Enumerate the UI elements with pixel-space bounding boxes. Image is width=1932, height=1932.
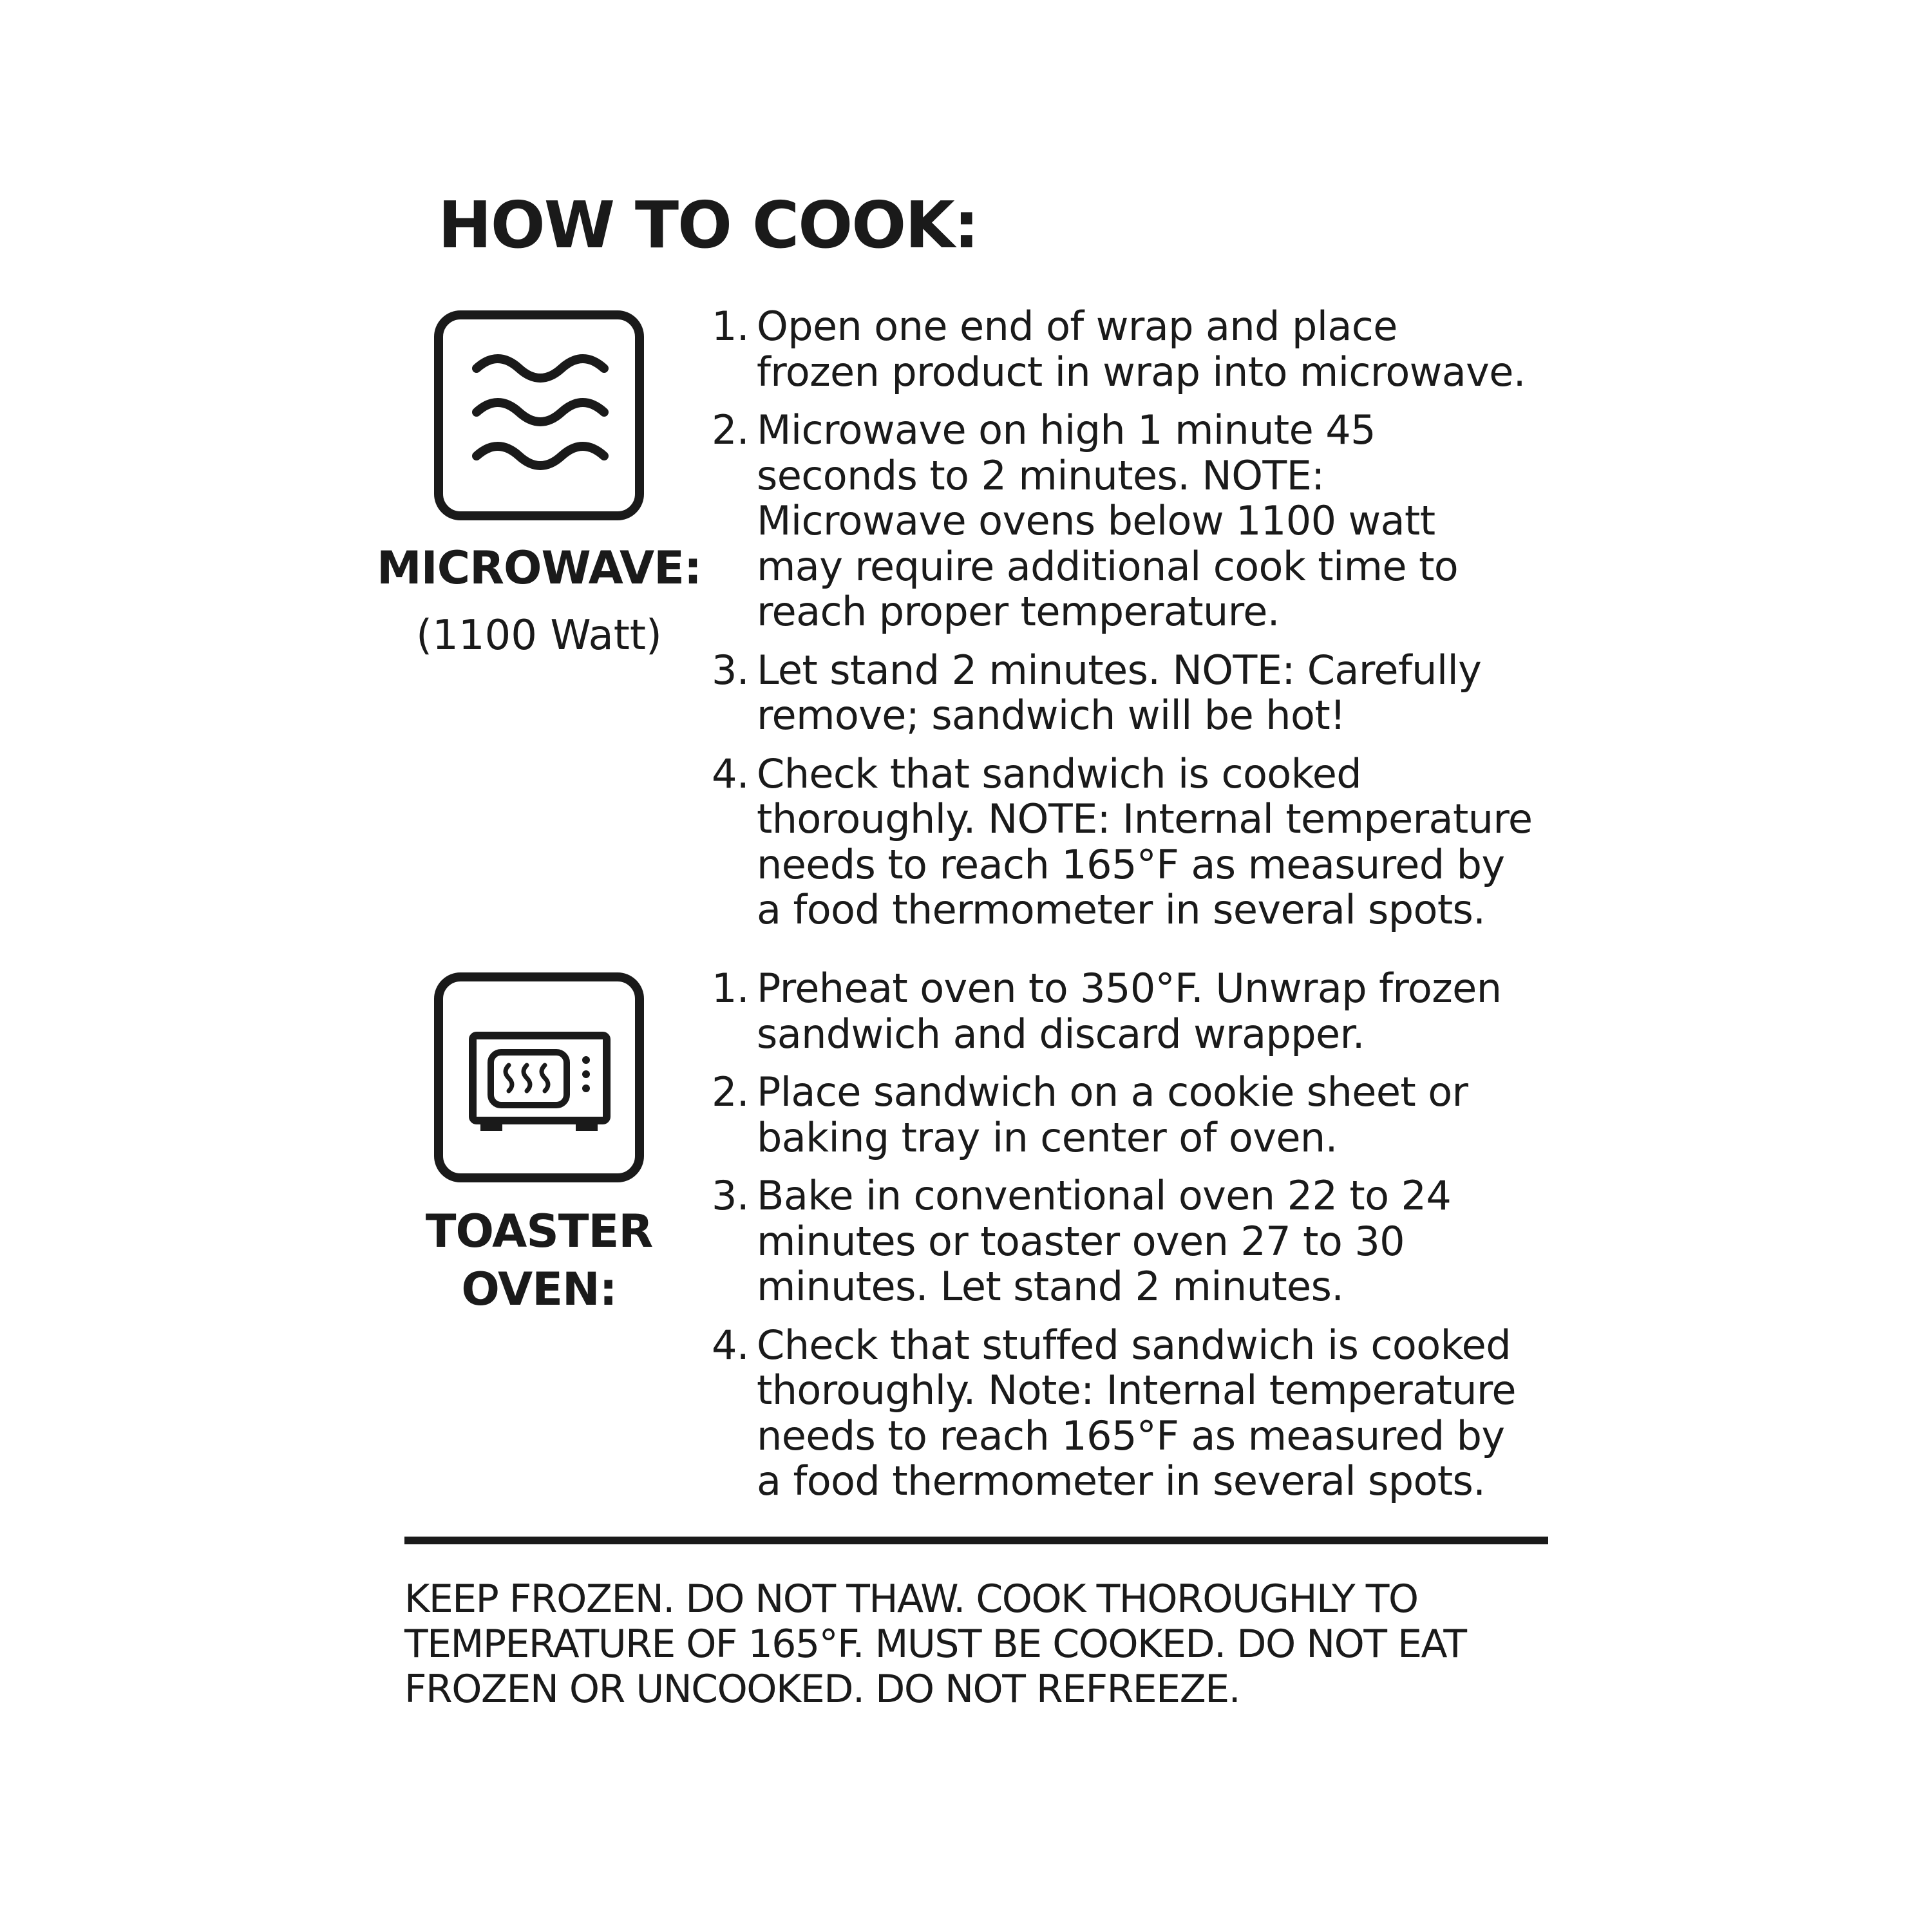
step-text-line: thoroughly. NOTE: Internal temperature (757, 795, 1533, 842)
warning-line: TEMPERATURE OF 165°F. MUST BE COOKED. DO NOT EAT (404, 1622, 1466, 1667)
step-item (712, 304, 1532, 395)
step-number: 3. (712, 1172, 749, 1219)
step-item (712, 408, 1532, 635)
step-text-line: Let stand 2 minutes. NOTE: Carefully (757, 646, 1482, 694)
step-text-line: Preheat oven to 350°F. Unwrap frozen (757, 965, 1502, 1012)
page-title: HOW TO COOK: (438, 187, 978, 263)
step-number: 1. (712, 303, 749, 350)
step-number: 3. (712, 646, 749, 694)
step-text-line: remove; sandwich will be hot! (757, 692, 1346, 739)
step-text-line: seconds to 2 minutes. NOTE: (757, 451, 1325, 499)
step-number: 2. (712, 1068, 749, 1115)
divider (404, 1537, 1548, 1544)
step-item (712, 1070, 1516, 1160)
storage-warning (404, 1577, 1466, 1712)
toaster-oven-label-line: TOASTER (425, 1205, 653, 1258)
step-item (712, 1323, 1516, 1504)
step-text-line: Microwave on high 1 minute 45 (757, 406, 1376, 453)
step-number: 4. (712, 750, 749, 797)
step-text-line: Open one end of wrap and place (757, 303, 1397, 350)
toaster-oven-steps (712, 966, 1516, 1517)
step-text-line: frozen product in wrap into microwave. (757, 348, 1526, 395)
step-text-line: Check that stuffed sandwich is cooked (757, 1321, 1511, 1368)
step-item (712, 752, 1532, 933)
step-item (712, 1173, 1516, 1310)
microwave-waves-icon (433, 309, 645, 522)
step-text-line: thoroughly. Note: Internal temperature (757, 1367, 1516, 1414)
step-number: 1. (712, 965, 749, 1012)
step-text-line: sandwich and discard wrapper. (757, 1010, 1365, 1057)
step-text-line: may require additional cook time to (757, 542, 1459, 590)
step-text-line: Bake in conventional oven 22 to 24 (757, 1172, 1452, 1219)
microwave-label: MICROWAVE: (377, 542, 701, 594)
step-text-line: reach proper temperature. (757, 588, 1280, 635)
toaster-oven-label-line: OVEN: (461, 1262, 617, 1316)
step-text-line: needs to reach 165°F as measured by (757, 840, 1505, 888)
step-number: 2. (712, 406, 749, 453)
toaster-oven-icon (433, 971, 645, 1184)
step-text-line: Microwave ovens below 1100 watt (757, 497, 1435, 544)
step-item (712, 648, 1532, 739)
step-number: 4. (712, 1321, 749, 1368)
step-text-line: baking tray in center of oven. (757, 1113, 1338, 1161)
step-text-line: minutes. Let stand 2 minutes. (757, 1263, 1344, 1310)
warning-line: KEEP FROZEN. DO NOT THAW. COOK THOROUGHLY TO (404, 1577, 1418, 1622)
microwave-wattage: (1100 Watt) (416, 612, 662, 659)
warning-line: FROZEN OR UNCOOKED. DO NOT REFREEZE. (404, 1667, 1240, 1712)
step-text-line: minutes or toaster oven 27 to 30 (757, 1217, 1405, 1265)
step-text-line: Place sandwich on a cookie sheet or (757, 1068, 1468, 1115)
step-text-line: a food thermometer in several spots. (757, 1457, 1486, 1504)
step-text-line: Check that sandwich is cooked (757, 750, 1361, 797)
microwave-steps (712, 304, 1532, 946)
step-text-line: a food thermometer in several spots. (757, 886, 1486, 933)
step-item (712, 966, 1516, 1057)
step-text-line: needs to reach 165°F as measured by (757, 1412, 1505, 1459)
toaster-oven-label (367, 1203, 711, 1318)
